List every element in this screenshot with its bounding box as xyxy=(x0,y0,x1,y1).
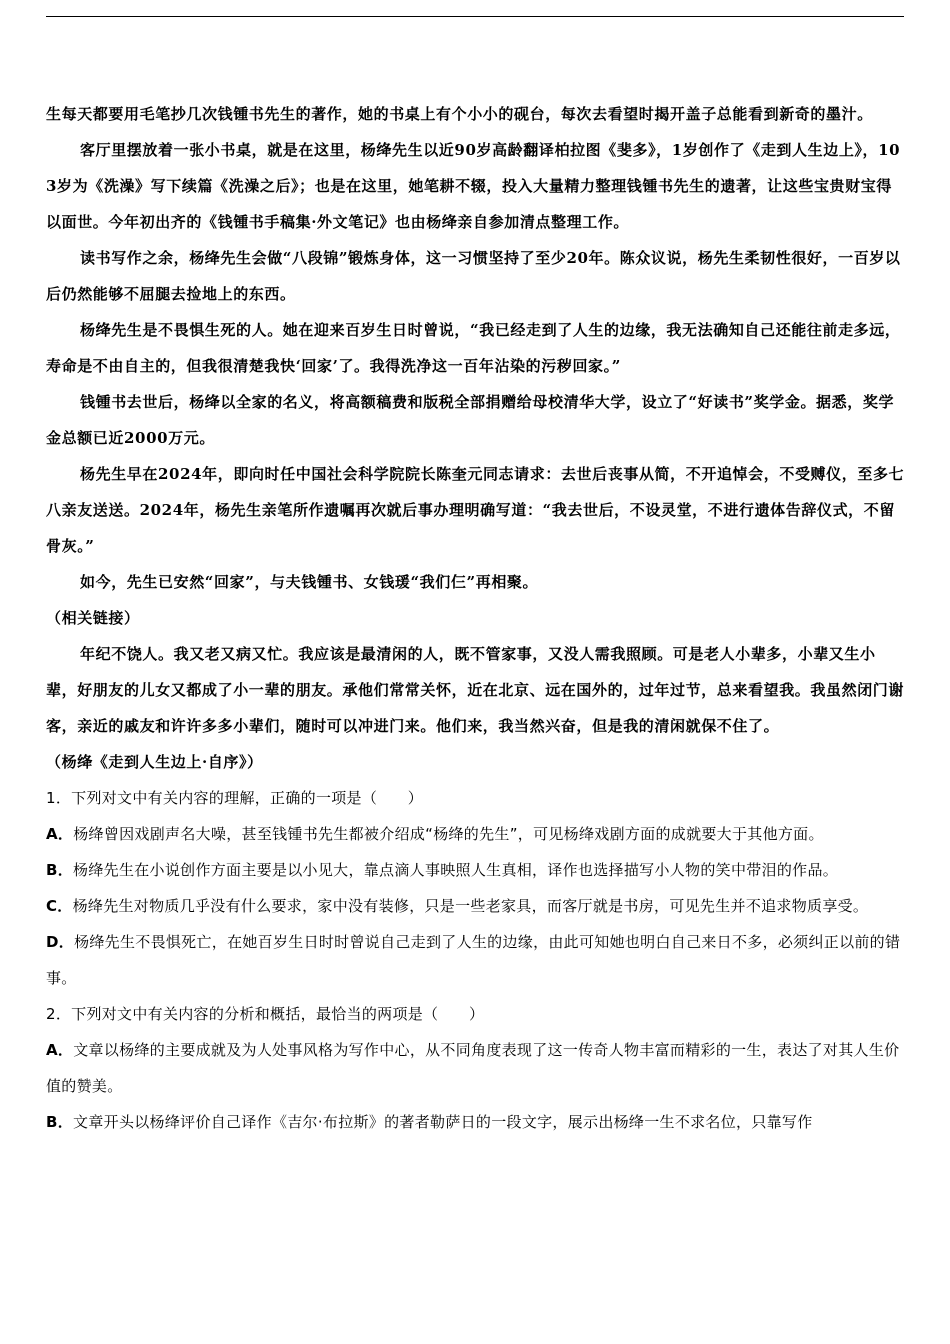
option-text: 杨绛先生不畏惧死亡，在她百岁生日时时曾说自己走到了人生的边缘，由此可知她也明白自己来日不多，必须纠正以前的错事。 xyxy=(46,933,901,987)
option-text: 杨绛先生在小说创作方面主要是以小见大，靠点滴人事映照人生真相，译作也选择描写小人物的笑中带泪的作品。 xyxy=(73,861,839,879)
paragraph-2: 客厅里摆放着一张小书桌，就是在这里，杨绛先生以近90岁高龄翻译柏拉图《斐多》，1岁创作了《走到人生边上》，103岁为《洗澡》写下续篇《洗澡之后》；也是在这里，她笔耕不辍，投入大量精力整理钱锺书先生的遗著，让这些宝贵财宝得以面世。今年初出齐的《钱锺书手稿集·外文笔记》也由杨绛亲自参加清点整理工作。 xyxy=(46,141,901,231)
option-letter: A． xyxy=(46,825,74,843)
question-1-option-c[interactable] xyxy=(46,888,906,924)
question-1-stem: 1．下列对文中有关内容的理解，正确的一项是（ ） xyxy=(46,789,424,807)
option-text: 杨绛曾因戏剧声名大噪，甚至钱锺书先生都被介绍成“杨绛的先生”，可见杨绛戏剧方面的成就要大于其他方面。 xyxy=(73,825,824,843)
question-2-option-a[interactable] xyxy=(46,1032,906,1104)
option-text: 杨绛先生对物质几乎没有什么要求，家中没有装修，只是一些老家具，而客厅就是书房，可见先生并不追求物质享受。 xyxy=(72,897,869,915)
question-2-stem: 2．下列对文中有关内容的分析和概括，最恰当的两项是（ ） xyxy=(46,1005,485,1023)
option-text: 文章开头以杨绛评价自己译作《吉尔·布拉斯》的著者勒萨日的一段文字，展示出杨绛一生不求名位，只靠写作 xyxy=(73,1113,813,1131)
related-source: （杨绛《走到人生边上·自序》） xyxy=(46,753,263,771)
paragraph-3: 读书写作之余，杨绛先生会做“八段锦”锻炼身体，这一习惯坚持了至少20年。陈众议说，杨先生柔韧性很好，一百岁以后仍然能够不屈腿去捡地上的东西。 xyxy=(46,249,901,303)
option-letter: D． xyxy=(46,933,75,951)
option-letter: B． xyxy=(46,1113,74,1131)
option-letter: B． xyxy=(46,861,74,879)
paragraph-1: 生每天都要用毛笔抄几次钱锺书先生的著作，她的书桌上有个小小的砚台，每次去看望时揭开盖子总能看到新奇的墨汁。 xyxy=(46,105,873,123)
option-text: 文章以杨绛的主要成就及为人处事风格为写作中心，从不同角度表现了这一传奇人物丰富而精彩的一生，表达了对其人生价值的赞美。 xyxy=(46,1041,900,1095)
option-letter: A． xyxy=(46,1041,74,1059)
paragraph-5: 钱锺书去世后，杨绛以全家的名义，将高额稿费和版税全部捐赠给母校清华大学，设立了“好读书”奖学金。据悉，奖学金总额已近2000万元。 xyxy=(46,393,895,447)
question-1-option-a[interactable] xyxy=(46,816,906,852)
option-letter: C． xyxy=(46,897,73,915)
question-1-option-d[interactable] xyxy=(46,924,906,996)
paragraph-4: 杨绛先生是不畏惧生死的人。她在迎来百岁生日时曾说，“我已经走到了人生的边缘，我无法确知自己还能往前走多远，寿命是不由自主的，但我很清楚我快‘回家’了。我得洗净这一百年沾染的污秽回家。” xyxy=(46,321,901,375)
paragraph-7: 如今，先生已安然“回家”，与夫钱锺书、女钱瑗“我们仨”再相聚。 xyxy=(80,573,539,591)
question-2-option-b[interactable] xyxy=(46,1104,906,1140)
question-1-option-b[interactable] xyxy=(46,852,906,888)
header-rule xyxy=(46,16,904,17)
paragraph-6: 杨先生早在2024年，即向时任中国社会科学院院长陈奎元同志请求：去世后丧事从简，不开追悼会，不受赙仪，至多七八亲友送送。2024年，杨先生亲笔所作遗嘱再次就后事办理明确写道：“我去世后，不设灵堂，不进行遗体告辞仪式，不留骨灰。” xyxy=(46,465,905,555)
related-link-text: 年纪不饶人。我又老又病又忙。我应该是最清闲的人，既不管家事，又没人需我照顾。可是老人小辈多，小辈又生小辈，好朋友的儿女又都成了小一辈的朋友。承他们常常关怀，近在北京、远在国外的，过年过节，总来看望我。我虽然闭门谢客，亲近的戚友和许许多多小辈们，随时可以冲进门来。他们来，我当然兴奋，但是我的清闲就保不住了。 xyxy=(46,645,905,735)
document-content xyxy=(46,96,906,1140)
related-link-label: （相关链接） xyxy=(46,609,140,627)
